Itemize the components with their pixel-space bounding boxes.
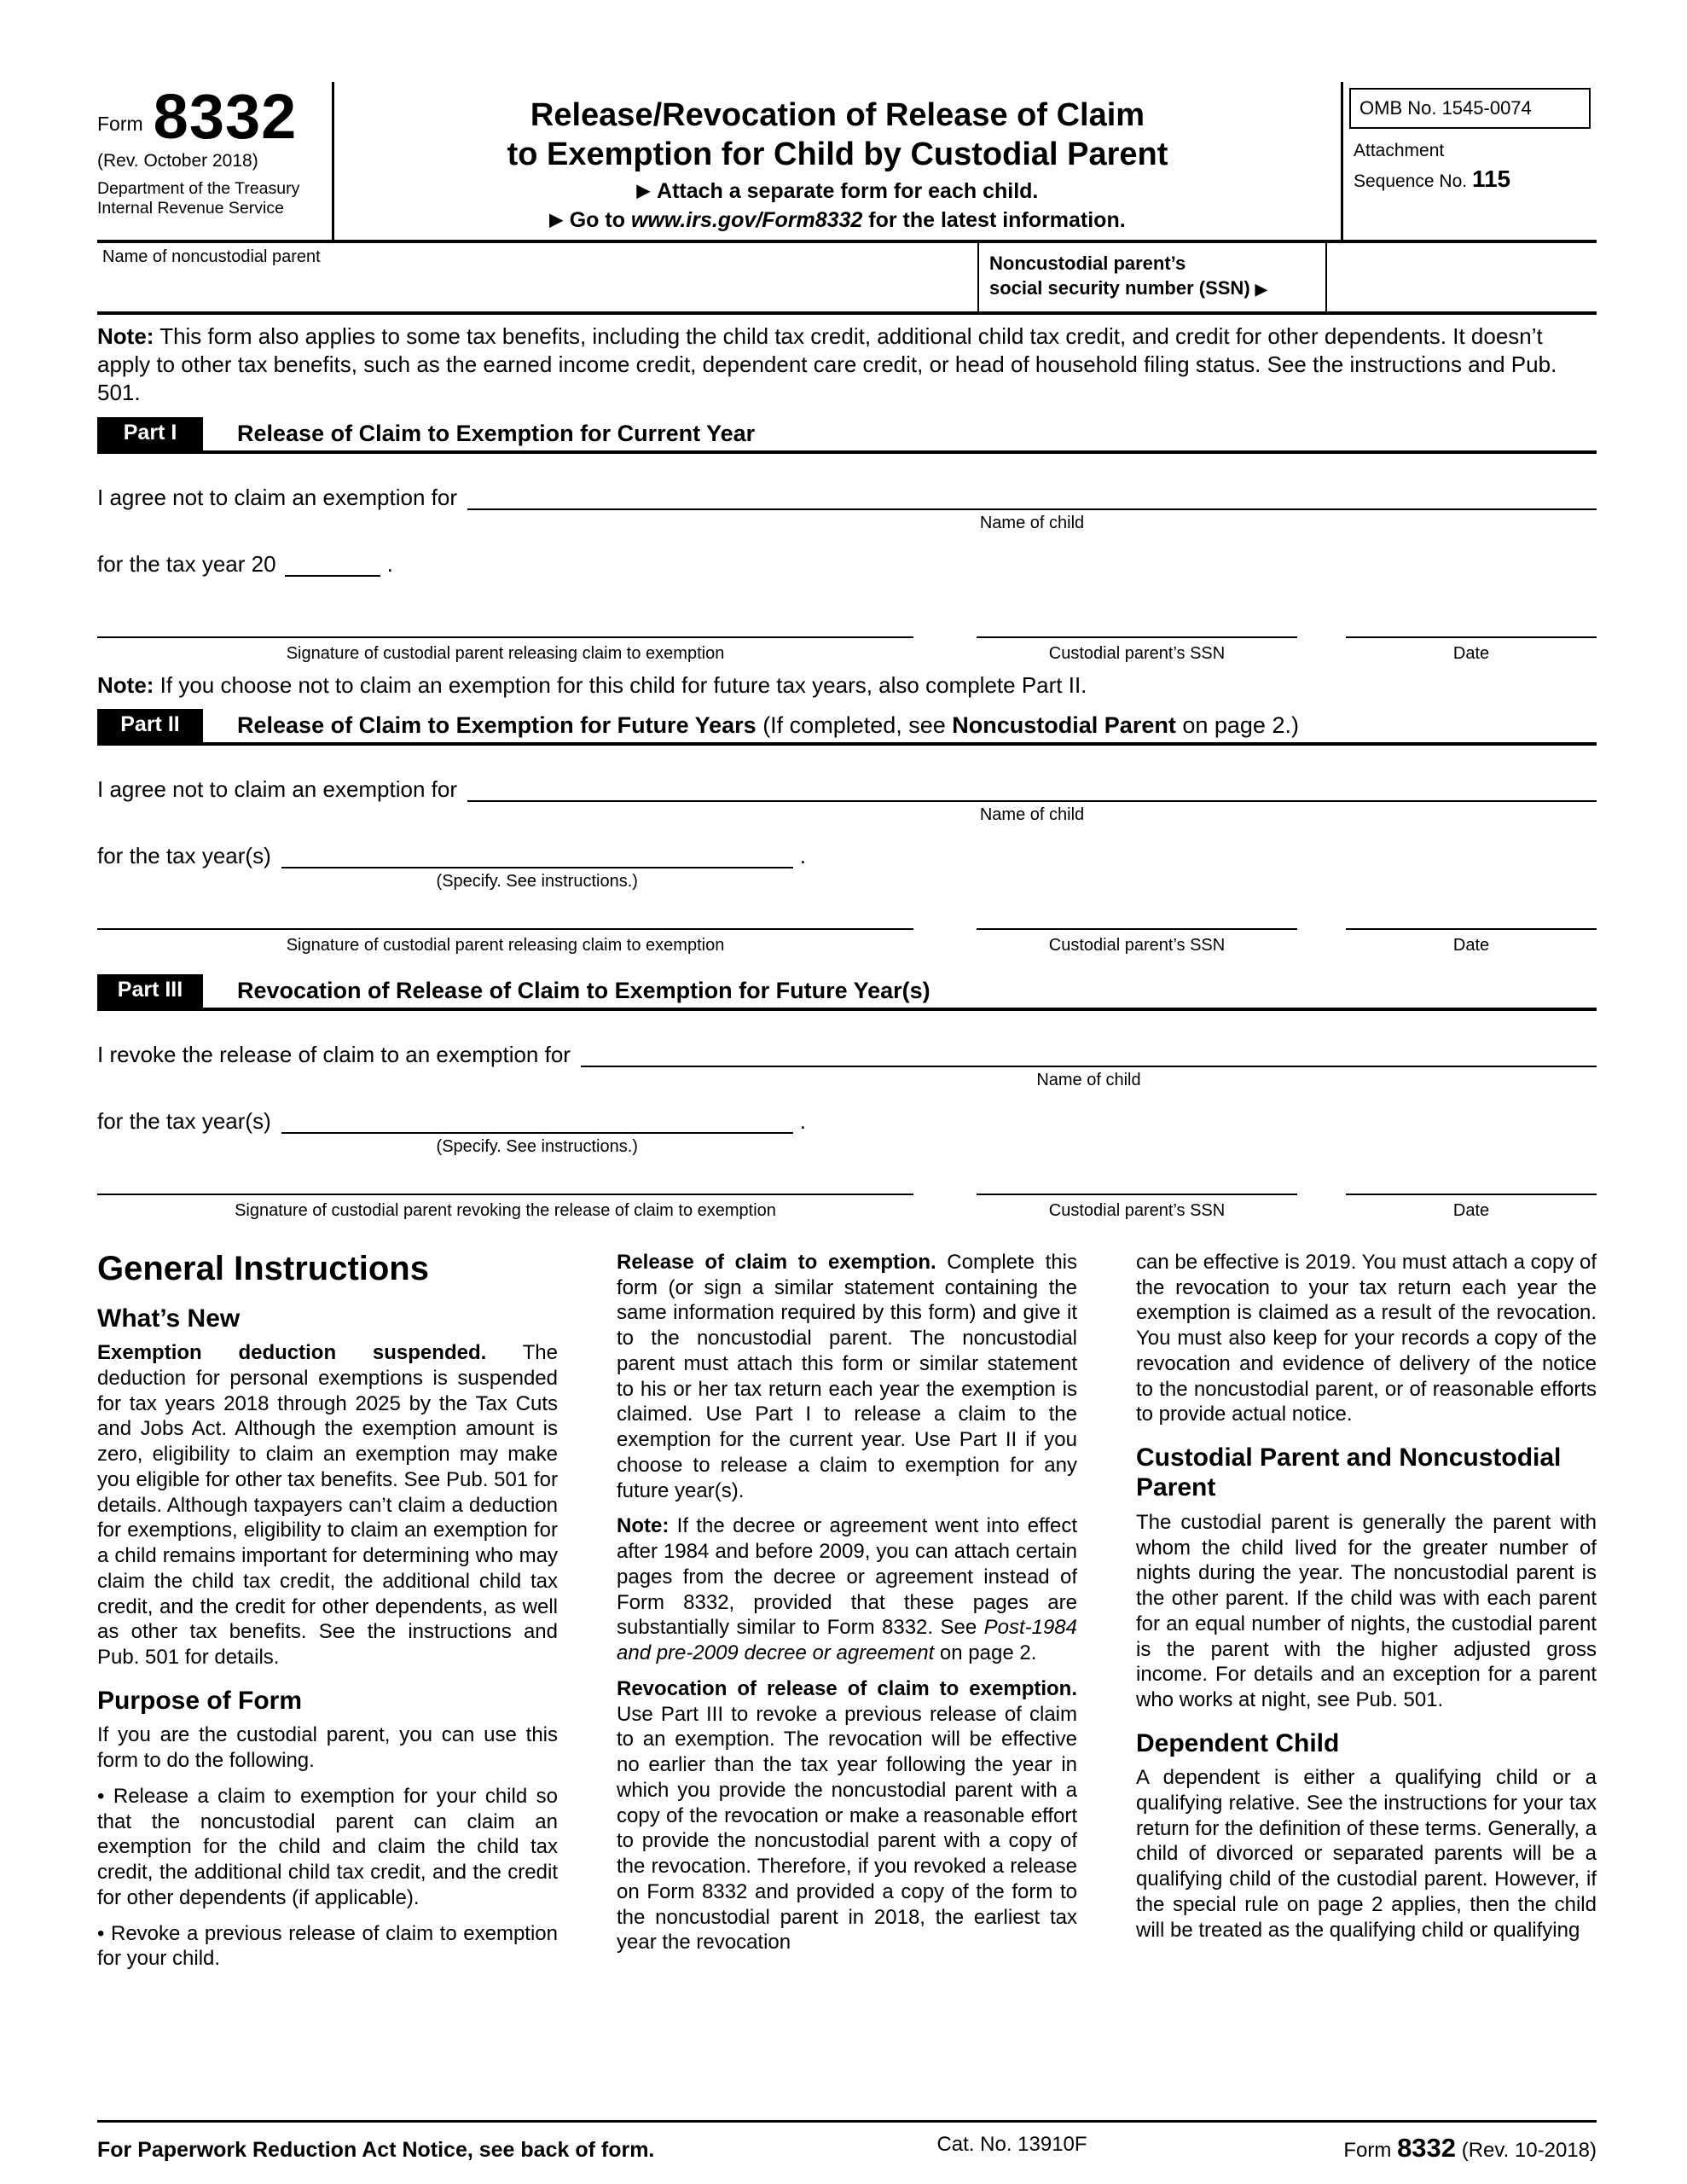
date-line[interactable] [1346,1194,1597,1195]
part2-badge: Part II [97,709,203,742]
form-word: Form [97,112,143,135]
text-run: Post-1984 and pre-2009 decree or agreement [617,1616,1077,1665]
instructions-paragraph [1136,1250,1597,1427]
period-text: . [799,1107,806,1134]
form-revision: (Rev. October 2018) [97,151,258,171]
text-run: Release a claim to exemption for your child so that the noncustodial parent can claim an exemption for the child and claim the child tax credit, the additional child tax credit, and the credit for other dependents (if applicable). [97,1784,558,1909]
attach-instruction-text: Attach a separate form for each child. [657,178,1039,203]
part1-tax-year-field[interactable] [285,551,380,577]
part3-badge: Part III [97,974,203,1008]
custodial-ssn-caption: Custodial parent’s SSN [1048,643,1226,663]
text-run: If you are the custodial parent, you can use this form to do the following. [97,1723,558,1773]
goto-instruction [355,208,1320,233]
part1-tax-year-row [97,551,1597,577]
agency-name [97,179,325,218]
text-run: Use Part III to revoke a previous release of claim to an exemption. The revocation will be effective no earlier than the tax year following the year in which you provide the noncustodial parent with a copy of the revocation or make a reasonable effort to provide the noncustodial parent with a copy of the revocation. Therefore, if you revoked a release on Form 8332 and provided a copy of the form to the noncustodial parent in 2018, the earliest tax year the revocation [617,1702,1077,1955]
signature-caption: Signature of custodial parent revoking the release of claim to exemption [235,1200,776,1220]
date-caption: Date [1452,643,1490,663]
form-number-line [97,81,325,152]
attach-instruction [355,179,1320,204]
instructions-paragraph [617,1513,1077,1666]
period-text: . [386,550,393,577]
instructions-heading [97,1686,558,1716]
omb-number: OMB No. 1545-0074 [1349,88,1591,129]
part3-tax-years-field[interactable] [281,1108,793,1156]
part2-tax-years-field[interactable] [281,843,793,891]
instructions-paragraph [1136,1765,1597,1943]
instructions-column-1 [97,1250,558,1982]
instructions-column-2 [617,1250,1077,1982]
bullet-icon: • [97,1921,111,1945]
form-title [355,96,1320,175]
signature-line[interactable] [97,928,913,930]
bullet-icon: • [97,1784,113,1808]
part2-tax-years-row [97,842,1597,891]
signature-caption: Signature of custodial parent releasing claim to exemption [286,935,725,955]
instructions-paragraph [97,1340,558,1670]
form-title-block [332,82,1341,240]
ssn-field-label: Noncustodial parent’s social security number (SSN) ▶ [977,243,1325,311]
part3-child-name-field[interactable] [581,1042,1597,1089]
part3-year-lead: for the tax year(s) [97,1107,271,1134]
ssn-line[interactable] [977,636,1297,638]
instructions-heading [1136,1443,1597,1503]
text-run: The deduction for personal exemptions is suspended for tax years 2018 through 2025 by the Tax Cuts and Jobs Act. Although the exemption amount is zero, eligibility to claim an exemption may make you eligible for other tax benefits. See Pub. 501 for details. Although taxpayers can’t claim a deduction for exemptions, eligibility to claim an exemption for a child remains important for determining who may claim the child tax credit, the additional child tax credit, and the credit for other dependents, as well as other tax benefits. See the instructions and Pub. 501 for details. [97,1341,558,1670]
part1-title: Release of Claim to Exemption for Current Year [237,420,756,446]
part3-tax-years-row [97,1107,1597,1156]
part2-year-lead: for the tax year(s) [97,842,271,868]
part2-signature-row [97,928,1597,956]
text-run: Revocation of release of claim to exemption. [617,1676,1077,1700]
attachment-word: Attachment [1354,141,1445,160]
part3-lead-text: I revoke the release of claim to an exemption for [97,1041,571,1067]
part2-header-bar [97,709,1597,746]
instructions-paragraph [97,1921,558,1972]
form-title-line-1: Release/Revocation of Release of Claim [530,97,1145,133]
part1-child-name-field[interactable] [467,485,1597,532]
part1-signature-row [97,636,1597,664]
part3-child-name-row [97,1041,1597,1089]
part2-lead-text: I agree not to claim an exemption for [97,775,458,802]
form-applicability-note: Note: This form also applies to some tax benefits, including the child tax credit, additional child tax credit, and credit for other dependents. It doesn’t apply to other tax benefits, such as the earned income credit, dependent care credit, or head of household filing status. See the instructions and Pub. 501. [97,322,1557,405]
part1-year-lead: for the tax year 20 [97,550,276,577]
agency-line-2: Internal Revenue Service [97,199,284,218]
text-run: If the decree or agreement went into effect after 1984 and before 2009, you can attach certain pages from the decree or agreement instead of Form 8332, provided that these pages are substantially similar to Form 8332. See [617,1514,1077,1640]
instructions-paragraph [97,1722,558,1774]
name-of-child-caption: Name of child [1036,1070,1141,1089]
catalog-number: Cat. No. 13910F [936,2133,1087,2156]
part1-date-field[interactable] [1346,636,1597,664]
ssn-line[interactable] [977,928,1297,930]
signature-line[interactable] [97,636,913,638]
attachment-sequence [1343,129,1597,200]
part1-badge: Part I [97,417,203,450]
name-ssn-row [97,243,1597,315]
period-text: . [799,842,806,868]
text-run: Note: [617,1514,670,1538]
form-number: 8332 [153,81,298,152]
instructions-heading [97,1304,558,1333]
text-run: Dependent Child [1136,1728,1340,1757]
part3-title: Revocation of Release of Claim to Exemption for Future Year(s) [237,977,930,1003]
date-caption: Date [1452,1200,1490,1220]
date-line[interactable] [1346,928,1597,930]
text-run: Purpose of Form [97,1686,303,1715]
name-of-child-caption: Name of child [979,513,1085,532]
ssn-line[interactable] [977,1194,1297,1195]
part2-custodial-ssn-field[interactable] [977,928,1297,956]
custodial-ssn-caption: Custodial parent’s SSN [1048,935,1226,955]
part1-custodial-ssn-field[interactable] [977,636,1297,664]
noncustodial-parent-name-field[interactable] [97,243,977,311]
part2-title: Release of Claim to Exemption for Future Years (If completed, see Noncustodial Parent on page 2.) [237,712,1299,738]
part2-date-field[interactable] [1346,928,1597,956]
general-instructions [97,1250,1597,1982]
instructions-paragraph [617,1250,1077,1504]
paperwork-reduction-notice: For Paperwork Reduction Act Notice, see back of form. [97,2138,655,2162]
instructions-title [97,1250,558,1288]
sequence-line: Sequence No. 115 [1354,166,1511,193]
part2-child-name-row [97,775,1597,824]
part2-signature-field[interactable] [97,928,913,956]
part1-child-name-row [97,484,1597,532]
instructions-heading [1136,1728,1597,1758]
text-run: Custodial Parent and Noncustodial Parent [1136,1443,1562,1502]
date-line[interactable] [1346,636,1597,638]
part2-child-name-field[interactable] [467,776,1597,824]
part3-date-field[interactable] [1346,1194,1597,1221]
signature-line[interactable] [97,1194,913,1195]
name-field-label: Name of noncustodial parent [102,247,321,266]
form-identity-block [97,82,332,240]
omb-block [1341,82,1597,240]
instructions-paragraph [1136,1510,1597,1713]
noncustodial-parent-ssn-field[interactable] [1325,243,1597,311]
right-arrow-icon: ▶ [549,210,563,229]
part3-header-bar [97,974,1597,1011]
instructions-column-3 [1136,1250,1597,1982]
goto-suffix: for the latest information. [862,207,1126,232]
right-arrow-icon: ▶ [1255,281,1267,299]
text-run: A dependent is either a qualifying child or a qualifying relative. See the instructions for your tax return for the definition of these terms. Generally, a child of divorced or separated parents will be a qualifying child of the custodial parent. However, if the special rule on page 2 applies, then the child will be treated as the qualifying child or qualifying [1136,1766,1597,1942]
part3-signature-field[interactable] [97,1194,913,1221]
text-run: Complete this form (or sign a similar statement containing the same information required by this form) and give it to the noncustodial parent. The noncustodial parent must attach this form or similar statement to his or her tax return each year the exemption is claimed. Use Part I to release a claim to the exemption for the current year. Use Part II if you choose to release a claim to exemption for any future year(s). [617,1250,1077,1502]
text-run: The custodial parent is generally the parent with whom the child lived for the greater number of nights during the year. The noncustodial parent is the other parent. If the child was with each parent for an equal number of nights, the custodial parent is the parent with the higher adjusted gross income. For details and an exception for a parent who works at night, see Pub. 501. [1136,1510,1597,1712]
part1-note: Note: If you choose not to claim an exemption for this child for future tax years, also complete Part II. [97,671,1087,698]
text-run: What’s New [97,1304,241,1333]
text-run: Revoke a previous release of claim to exemption for your child. [97,1921,559,1971]
custodial-ssn-caption: Custodial parent’s SSN [1048,1200,1226,1220]
instructions-paragraph [97,1784,558,1911]
name-of-child-caption: Name of child [979,804,1085,824]
footer-form-number: 8332 [1397,2133,1457,2163]
goto-prefix: Go to [569,207,631,232]
form-footer-id: Form 8332 (Rev. 10-2018) [1343,2133,1597,2163]
part3-signature-row [97,1194,1597,1221]
specify-caption: (Specify. See instructions.) [436,1136,638,1156]
text-run: on page 2. [934,1641,1037,1665]
part1-lead-text: I agree not to claim an exemption for [97,484,458,510]
form-title-line-2: to Exemption for Child by Custodial Parent [507,136,1168,173]
sequence-number: 115 [1471,166,1511,193]
right-arrow-icon: ▶ [636,181,651,200]
part3-custodial-ssn-field[interactable] [977,1194,1297,1221]
agency-line-1: Department of the Treasury [97,179,300,198]
form-header [97,82,1597,243]
specify-caption: (Specify. See instructions.) [436,871,638,891]
irs-url-link[interactable]: www.irs.gov/Form8332 [630,207,863,232]
part1-signature-field[interactable] [97,636,913,664]
instructions-paragraph [617,1676,1077,1955]
part1-header-bar [97,417,1597,454]
date-caption: Date [1452,935,1490,955]
text-run: Exemption deduction suspended. [97,1341,487,1365]
signature-caption: Signature of custodial parent releasing claim to exemption [286,643,725,663]
text-run: General Instructions [97,1249,429,1287]
page-footer [97,2120,1597,2164]
text-run: can be effective is 2019. You must attach a copy of the revocation to your tax return each year the exemption is claimed as a result of the revocation. You must also keep for your records a copy of the revocation and evidence of delivery of the notice to the noncustodial parent, or of reasonable efforts to provide actual notice. [1136,1250,1597,1426]
text-run: Release of claim to exemption. [617,1250,936,1274]
